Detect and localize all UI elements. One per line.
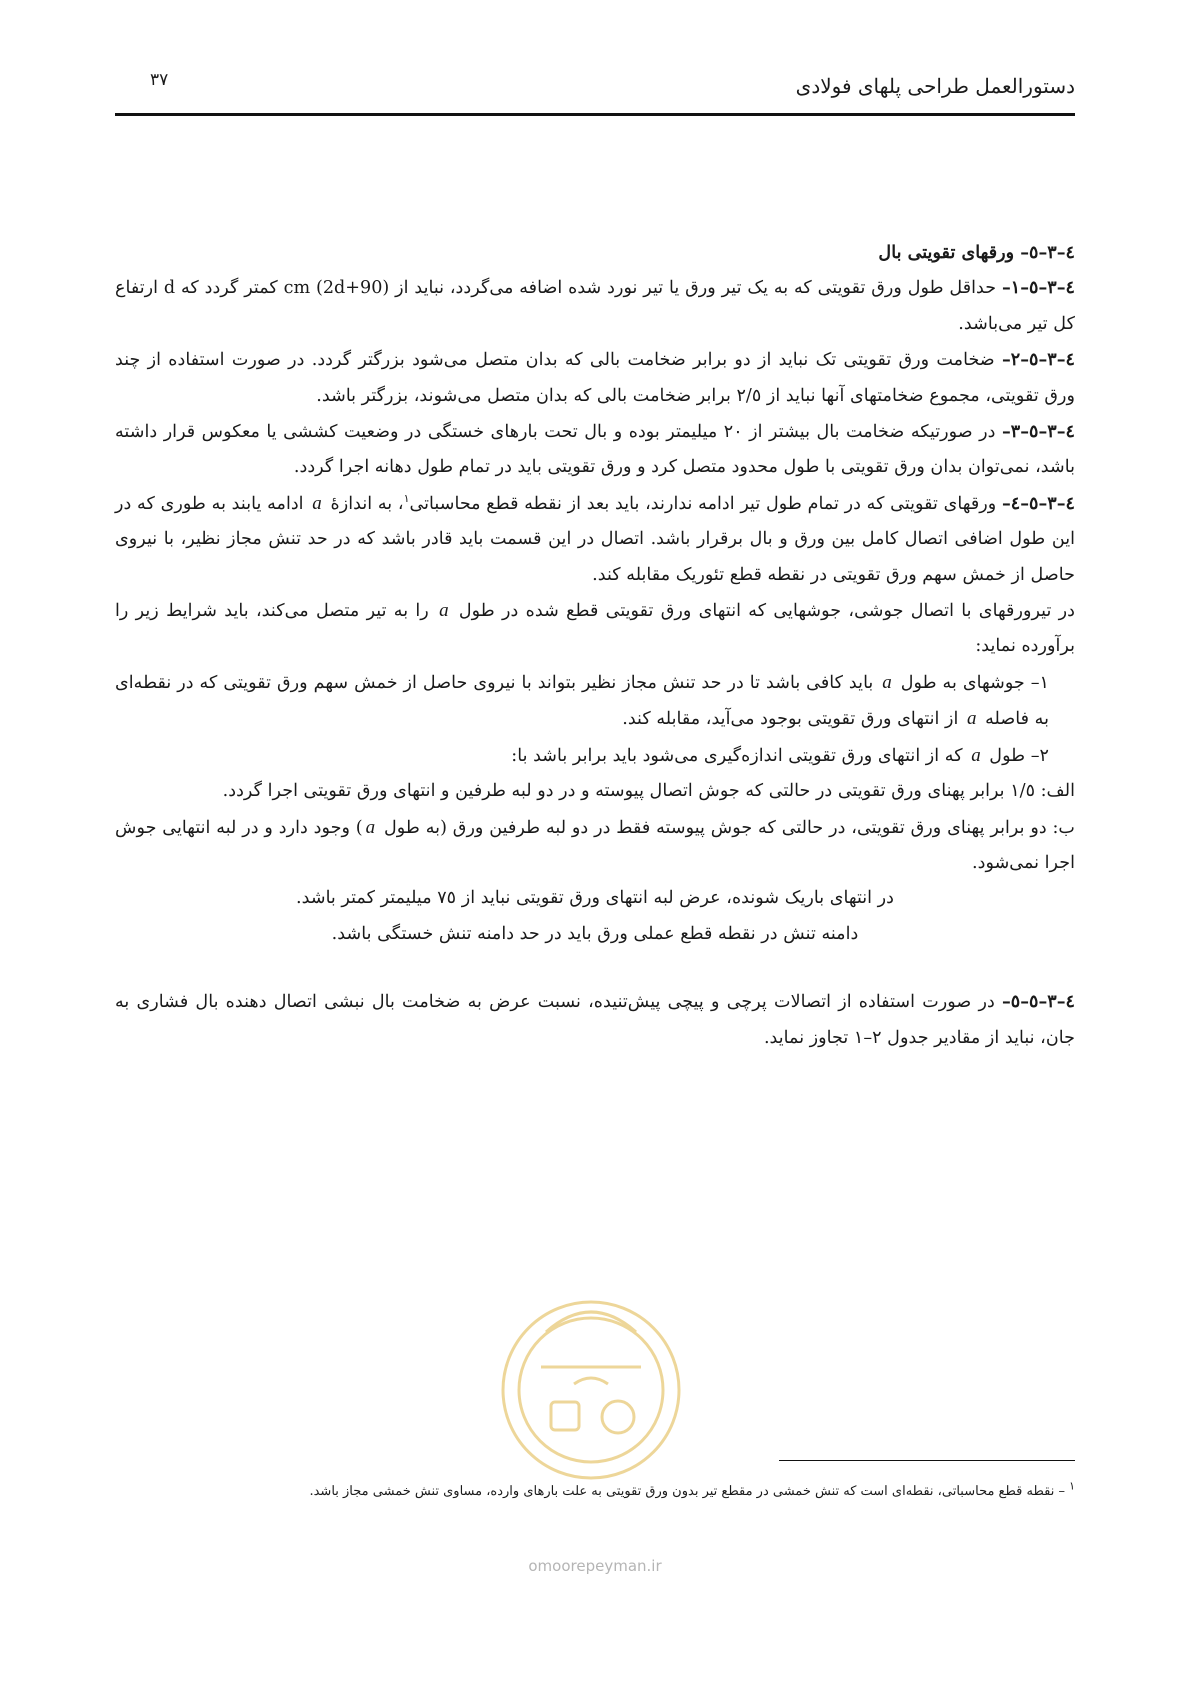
footnote-ref[interactable]: ۱ bbox=[403, 491, 410, 505]
condition-text: از انتهای ورق تقویتی بوجود می‌آید، مقابله کند. bbox=[622, 709, 965, 730]
paragraph-text: را به تیر متصل می‌کند، باید شرایط زیر را برآورده نماید: bbox=[115, 601, 1075, 657]
paragraph-4-3-5-1 bbox=[115, 270, 1075, 342]
case-text: ب: دو برابر پهنای ورق تقویتی، در حالتی که جوش پیوسته فقط در دو لبه طرفین ورق (به طول bbox=[378, 817, 1075, 838]
watermark-url: omoorepeyman.ir bbox=[528, 1557, 662, 1575]
footnote-marker: ۱ bbox=[1069, 1479, 1075, 1493]
paragraph-number: ٤–٣–٥–٢– bbox=[1002, 349, 1075, 371]
paragraph-text: ادامه یابند به طوری که در این طول اضافی اتصال کامل بین ورق و بال برقرار باشد. اتصال در این قسمت باید قادر باشد که در حد تنش مجاز نظیر، با نیروی حاصل از خمش سهم ورق تقویتی در نقطه قطع تئوریک مقابله کند. bbox=[115, 493, 1075, 585]
paragraph-text: ضخامت ورق تقویتی تک نباید از دو برابر ضخامت بالی که بدان متصل می‌شود بزرگتر گردد. در صورت استفاده از چند ورق تقویتی، مجموع ضخامتهای آنها نباید از ٢/٥ برابر ضخامت بالی که بدان متصل می‌شوند، بزرگتر باشد. bbox=[115, 350, 1075, 406]
header-rule bbox=[115, 113, 1075, 116]
paragraph-4-3-5-2 bbox=[115, 342, 1075, 414]
paragraph-text: حداقل طول ورق تقویتی که به یک تیر ورق یا تیر نورد شده اضافه می‌گردد، نباید از cm (2d+90) کمتر گردد که d ارتفاع کل تیر می‌باشد. bbox=[115, 278, 1075, 334]
footnote-rule bbox=[779, 1460, 1075, 1461]
variable-a: a bbox=[365, 816, 376, 838]
paragraph-number: ٤–٣–٥–٣– bbox=[1002, 421, 1075, 443]
spacer bbox=[115, 952, 1075, 984]
paragraph-text: در صورت استفاده از اتصالات پرچی و پیچی پیش‌تنیده، نسبت عرض به ضخامت بال نبشی اتصال دهنده بال فشاری به جان، نباید از مقادیر جدول ٢–١ تجاوز نماید. bbox=[115, 992, 1075, 1048]
condition-2 bbox=[115, 738, 1075, 774]
page-content bbox=[115, 235, 1075, 1056]
running-header-title: دستورالعمل طراحی پلهای فولادی bbox=[795, 74, 1075, 98]
variable-a: a bbox=[971, 744, 981, 766]
case-text: ) وجود دارد و در لبه انتهایی جوش اجرا نمی‌شود. bbox=[115, 817, 1075, 873]
page-number: ۳۷ bbox=[150, 70, 169, 90]
condition-1 bbox=[115, 665, 1075, 738]
footnote bbox=[115, 1479, 1075, 1499]
variable-a: a bbox=[312, 492, 322, 514]
paragraph-number: ٤–٣–٥–١– bbox=[1001, 277, 1075, 299]
condition-text: ١– جوشهای به طول bbox=[894, 672, 1049, 693]
paragraph-text: در تیرورقهای با اتصال جوشی، جوشهایی که انتهای ورق تقویتی قطع شده در طول bbox=[451, 601, 1075, 622]
variable-a: a bbox=[967, 708, 977, 730]
footnote-text: – نقطه قطع محاسباتی، نقطه‌ای است که تنش خمشی در مقطع تیر بدون ورق تقویتی به علت بارهای وارده، مساوی تنش خمشی مجاز باشد. bbox=[309, 1484, 1070, 1499]
paragraph-text: در صورتیکه ضخامت بال بیشتر از ٢٠ میلیمتر بوده و بال تحت بارهای خستگی در وضعیت کششی یا معکوس قرار داشته باشد، نمی‌توان بدان ورق تقویتی با طول محدود متصل کرد و ورق تقویتی باید در تمام طول دهانه اجرا گردد. bbox=[115, 422, 1075, 478]
weld-paragraph bbox=[115, 593, 1075, 665]
condition-text: ٢– طول bbox=[983, 745, 1049, 766]
condition-text: باید کافی باشد تا در حد تنش مجاز نظیر بتواند با نیروی حاصل از خمش سهم ورق تقویتی که در نقطه‌ای به فاصله bbox=[115, 672, 1049, 730]
watermark-seal-icon bbox=[486, 1272, 696, 1502]
condition-text: که از انتهای ورق تقویتی اندازه‌گیری می‌شود باید برابر باشد با: bbox=[511, 745, 969, 766]
variable-a: a bbox=[439, 600, 449, 622]
paragraph-number: ٤–٣–٥–٥– bbox=[1002, 991, 1075, 1013]
paragraph-4-3-5-3 bbox=[115, 414, 1075, 486]
note-stress-range: دامنه تنش در نقطه قطع عملی ورق باید در حد دامنه تنش خستگی باشد. bbox=[331, 923, 859, 944]
paragraph-text: ، به اندازهٔ bbox=[324, 493, 404, 514]
section-heading: ٤–٣–٥– ورقهای تقویتی بال bbox=[878, 242, 1075, 263]
paragraph-number: ٤–٣–٥–٤– bbox=[1002, 492, 1075, 514]
paragraph-text: ورقهای تقویتی که در تمام طول تیر ادامه ندارند، باید بعد از نقطه قطع محاسباتی bbox=[409, 493, 1002, 514]
paragraph-4-3-5-4 bbox=[115, 486, 1075, 593]
case-be bbox=[115, 810, 1075, 882]
case-alef: الف: ١/٥ برابر پهنای ورق تقویتی در حالتی که جوش اتصال پیوسته و در دو لبه طرفین و انتهای ورق تقویتی اجرا گردد. bbox=[222, 781, 1075, 802]
paragraph-4-3-5-5 bbox=[115, 984, 1075, 1056]
variable-a: a bbox=[882, 671, 892, 693]
note-taper: در انتهای باریک شونده، عرض لبه انتهای ورق تقویتی نباید از ٧٥ میلیمتر کمتر باشد. bbox=[296, 888, 894, 909]
